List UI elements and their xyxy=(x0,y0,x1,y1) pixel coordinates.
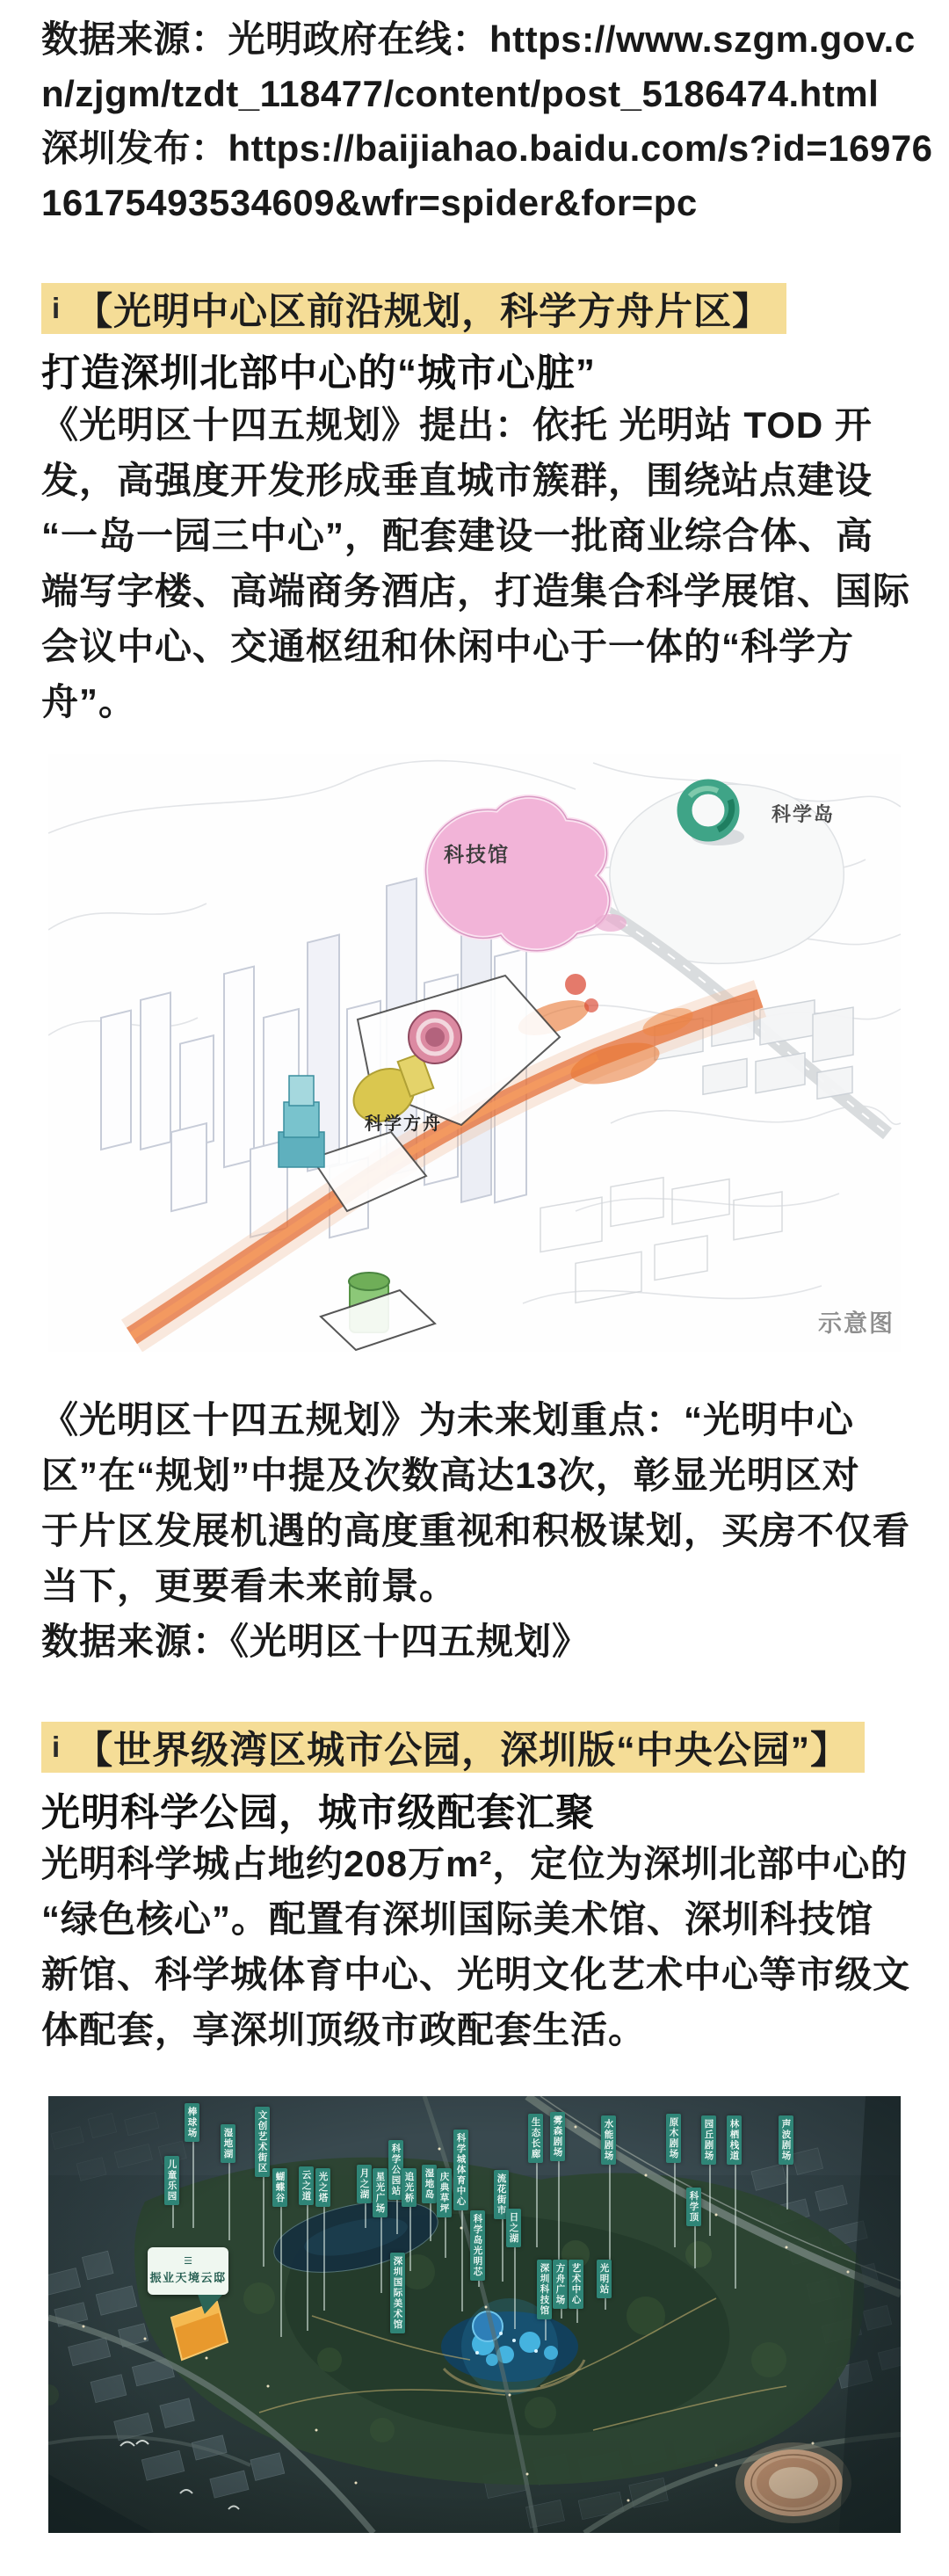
text-line: 于片区发展机遇的高度重视和积极谋划，买房不仅看 xyxy=(41,1510,911,1551)
map-tag: 棒球场 xyxy=(185,2103,199,2142)
map-tag: 湿地岛 xyxy=(422,2165,437,2203)
map-tag: 深圳国际美术馆 xyxy=(390,2253,405,2333)
section2-highlight-header xyxy=(41,1722,865,1773)
map-tag: 方舟广场 xyxy=(553,2260,568,2309)
map-tag: 云之道 xyxy=(299,2166,314,2205)
map-tag: 科学公园站 xyxy=(388,2140,403,2200)
map-tag: 日之湖 xyxy=(506,2209,521,2247)
project-callout xyxy=(148,2247,228,2295)
info-icon: i xyxy=(52,1731,62,1763)
map-tag: 雾森剧场 xyxy=(550,2112,565,2161)
map-tag: 园丘剧场 xyxy=(701,2115,716,2165)
planning-render-image xyxy=(48,754,901,1352)
green-cylinder-tower xyxy=(321,1273,435,1350)
map-tag: 湿地湖 xyxy=(221,2124,235,2163)
section1-paragraph-1 xyxy=(41,397,920,729)
section2-subtitle: 光明科学公园，城市级配套汇聚 xyxy=(41,1791,595,1834)
section1-paragraph-2 xyxy=(41,1392,920,1669)
text-line: 端写字楼、高端商务酒店，打造集合科学展馆、国际 xyxy=(41,570,911,612)
map-tag: 科学顶 xyxy=(686,2188,701,2226)
text-line: 深圳发布：https://baijiahao.baidu.com/s?id=16976 xyxy=(41,127,933,169)
map-tag: 追光桥 xyxy=(402,2168,417,2207)
map-tag: 流花街市 xyxy=(494,2170,509,2219)
map-tag: 林栖栈道 xyxy=(727,2115,742,2165)
text-line: 16175493534609&wfr=spider&for=pc xyxy=(41,182,698,223)
section2-paragraph xyxy=(41,1836,920,2057)
map-tag: 星光广场 xyxy=(373,2168,388,2217)
map-tag: 声波剧场 xyxy=(779,2115,793,2165)
text-line: 体配套，享深圳顶级市政配套生活。 xyxy=(41,2009,647,2050)
text-line: 会议中心、交通枢纽和休闲中心于一体的“科学方 xyxy=(41,626,855,667)
text-line: 新馆、科学城体育中心、光明文化艺术中心等市级文 xyxy=(41,1954,911,1995)
map-tag: 原木剧场 xyxy=(666,2114,681,2163)
text-line: 区”在“规划”中提及次数高达13次，彰显光明区对 xyxy=(41,1455,860,1496)
science-museum-blob xyxy=(426,796,627,950)
project-name: 振业天境云邸 xyxy=(149,2271,227,2284)
section1-highlight-header xyxy=(41,283,786,334)
developer-logo-icon: ☰ xyxy=(184,2256,192,2267)
map-tag: 深圳科技馆 xyxy=(537,2260,552,2319)
ark-donut-building xyxy=(409,1011,461,1063)
text-line: 《光明区十四五规划》提出：依托 光明站 TOD 开 xyxy=(41,404,873,446)
render-label: 科技馆 xyxy=(444,843,510,866)
section1-subtitle: 打造深圳北部中心的“城市心脏” xyxy=(41,352,596,395)
map-tag: 艺术中心 xyxy=(569,2260,583,2309)
map-tag: 蝴蝶谷 xyxy=(272,2168,287,2207)
text-line: 《光明区十四五规划》为未来划重点：“光明中心 xyxy=(41,1399,855,1440)
section1-header-text: 【光明中心区前沿规划，科学方舟片区】 xyxy=(75,290,772,333)
render-caption: 示意图 xyxy=(818,1310,895,1337)
map-tag: 科学岛光明芯 xyxy=(470,2210,485,2281)
text-line: n/zjgm/tzdt_118477/content/post_5186474.html xyxy=(41,73,880,114)
render-label: 科学方舟 xyxy=(365,1114,442,1134)
map-tag: 科学城体育中心 xyxy=(453,2130,468,2210)
map-tag: 光明站 xyxy=(597,2260,612,2298)
map-tag: 生态长廊 xyxy=(528,2114,543,2163)
map-tag: 文创艺术街区 xyxy=(255,2107,270,2177)
map-tag: 光之塔 xyxy=(315,2168,330,2207)
map-tag: 儿童乐园 xyxy=(164,2156,179,2205)
map-tag: 庆典草坪 xyxy=(437,2168,452,2217)
render-label: 科学岛 xyxy=(772,803,836,825)
text-line: 当下，更要看未来前景。 xyxy=(41,1565,458,1607)
science-park-aerial-image xyxy=(48,2096,901,2533)
text-line: 光明科学城占地约208万m²，定位为深圳北部中心的 xyxy=(41,1843,909,1884)
data-source-block xyxy=(41,12,933,230)
map-tag: 水能剧场 xyxy=(601,2115,616,2165)
lowrise-grid-bottom xyxy=(540,1157,782,1309)
text-line: 数据来源：《光明区十四五规划》 xyxy=(41,1621,590,1662)
section2-header-text: 【世界级湾区城市公园，深圳版“中央公园”】 xyxy=(75,1729,850,1772)
text-line: 舟”。 xyxy=(41,681,137,722)
map-tag: 月之湖 xyxy=(357,2165,372,2203)
text-line: 发，高强度开发形成垂直城市簇群，围绕站点建设 xyxy=(41,460,873,501)
text-line: “一岛一园三中心”，配套建设一批商业综合体、高 xyxy=(41,515,874,556)
text-line: “绿色核心”。配置有深圳国际美术馆、深圳科技馆 xyxy=(41,1898,874,1940)
info-icon: i xyxy=(52,292,62,324)
text-line: 数据来源：光明政府在线：https://www.szgm.gov.c xyxy=(41,18,916,60)
